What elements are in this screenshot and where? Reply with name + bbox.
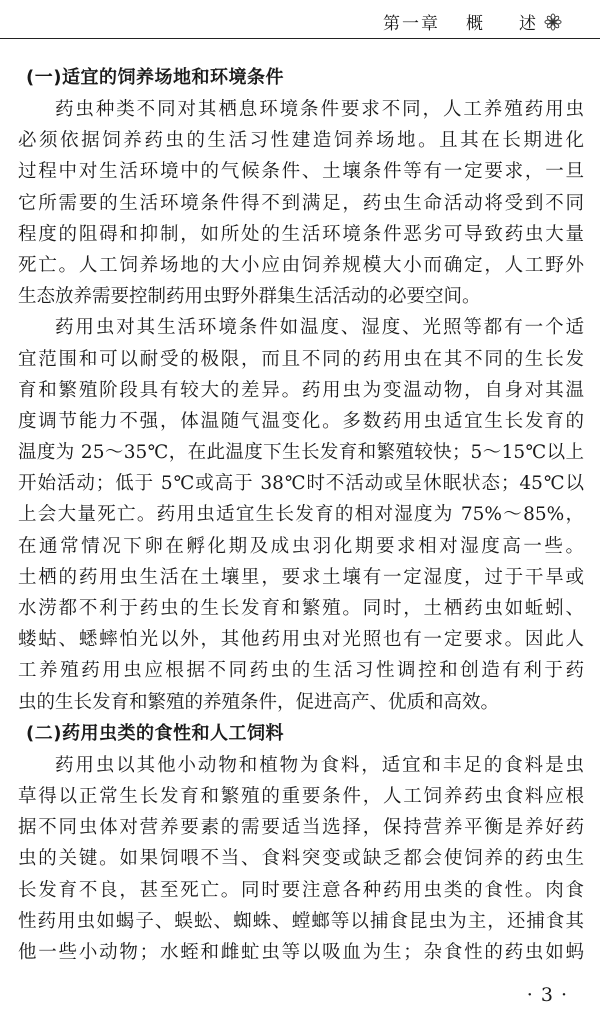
text-line: 他一些小动物；水蛭和雌虻虫等以吸血为生；杂食性的药虫如蚂 bbox=[18, 941, 584, 963]
text-line: 死亡。人工饲养场地的大小应由饲养规模大小而确定，人工野外 bbox=[18, 254, 584, 276]
page-number: · 3 · bbox=[526, 984, 568, 1006]
text-line: 据不同虫体对营养要素的需要适当选择，保持营养平衡是养好药 bbox=[18, 817, 584, 839]
text-line: 药用虫以其他小动物和植物为食料，适宜和丰足的食料是虫 bbox=[55, 754, 584, 776]
text-line: 蝼蛄、蟋蟀怕光以外，其他药用虫对光照也有一定要求。因此人 bbox=[18, 629, 584, 651]
section-heading-2: (二)药用虫类的食性和人工饲料 bbox=[26, 722, 284, 744]
text-line: 土栖的药用虫生活在土壤里，要求土壤有一定湿度，过于干旱或 bbox=[18, 566, 584, 588]
text-line: 长发育不良，甚至死亡。同时要注意各种药用虫类的食性。肉食 bbox=[18, 879, 584, 901]
text-line: 它所需要的生活环境条件得不到满足，药虫生命活动将受到不同 bbox=[18, 192, 584, 214]
text-line: 药虫种类不同对其栖息环境条件要求不同，人工养殖药用虫 bbox=[55, 99, 584, 120]
text-line: 草得以正常生长发育和繁殖的重要条件，人工饲养药虫食料应根 bbox=[18, 785, 584, 807]
running-head bbox=[383, 9, 562, 34]
chapter-label: 第一章 bbox=[383, 14, 440, 34]
chapter-title-char-2: 述 bbox=[519, 14, 538, 34]
text-line: 过程中对生活环境中的气候条件、土壤条件等有一定要求，一旦 bbox=[18, 161, 584, 183]
text-line: 必须依据饲养药虫的生活习性建造饲养场地。且其在长期进化 bbox=[18, 130, 584, 152]
text-line: 药用虫对其生活环境条件如温度、湿度、光照等都有一个适 bbox=[55, 317, 584, 339]
text-line: 虫的生长发育和繁殖的养殖条件，促进高产、优质和高效。 bbox=[18, 691, 500, 713]
text-line: 在通常情况下卵在孵化期及成虫羽化期要求相对湿度高一些。 bbox=[18, 535, 584, 557]
paragraph-1-2 bbox=[18, 312, 584, 717]
text-line: 育和繁殖阶段具有较大的差异。药用虫为变温动物，自身对其温 bbox=[18, 379, 584, 401]
text-line: 开始活动；低于 5℃或高于 38℃时不活动或呈休眠状态；45℃以 bbox=[18, 473, 584, 495]
text-line: 工养殖药用虫应根据不同药虫的生活习性调控和创造有利于药 bbox=[18, 660, 584, 682]
text-line: 度调节能力不强，体温随气温变化。多数药用虫适宜生长发育的 bbox=[18, 410, 584, 432]
text-line: 水涝都不利于药虫的生长发育和繁殖。同时，土栖药虫如蚯蚓、 bbox=[18, 598, 584, 619]
flower-ornament-icon bbox=[544, 13, 562, 31]
paragraph-1-1 bbox=[18, 94, 584, 312]
text-line: 温度为 25～35℃，在此温度下生长发育和繁殖较快；5～15℃以上 bbox=[18, 442, 584, 464]
text-line: 上会大量死亡。药用虫适宜生长发育的相对湿度为 75%～85%， bbox=[18, 504, 584, 526]
text-line: 宜范围和可以耐受的极限，而且不同的药用虫在其不同的生长发 bbox=[18, 348, 584, 370]
text-line: 程度的阻碍和抑制，如所处的生活环境条件恶劣可导致药虫大量 bbox=[18, 223, 584, 245]
chapter-title-char-1: 概 bbox=[466, 14, 485, 34]
header-rule bbox=[0, 38, 600, 39]
paragraph-2-1 bbox=[18, 750, 584, 968]
text-line: 虫的关键。如果饲喂不当、食料突变或缺乏都会使饲养的药虫生 bbox=[18, 848, 584, 870]
text-line: 性药用虫如蝎子、蜈蚣、蜘蛛、螳螂等以捕食昆虫为主，还捕食其 bbox=[18, 910, 584, 932]
page-body bbox=[18, 62, 584, 968]
section-heading-1: (一)适宜的饲养场地和环境条件 bbox=[26, 67, 284, 88]
text-line: 生态放养需要控制药用虫野外群集生活活动的必要空间。 bbox=[18, 286, 481, 308]
